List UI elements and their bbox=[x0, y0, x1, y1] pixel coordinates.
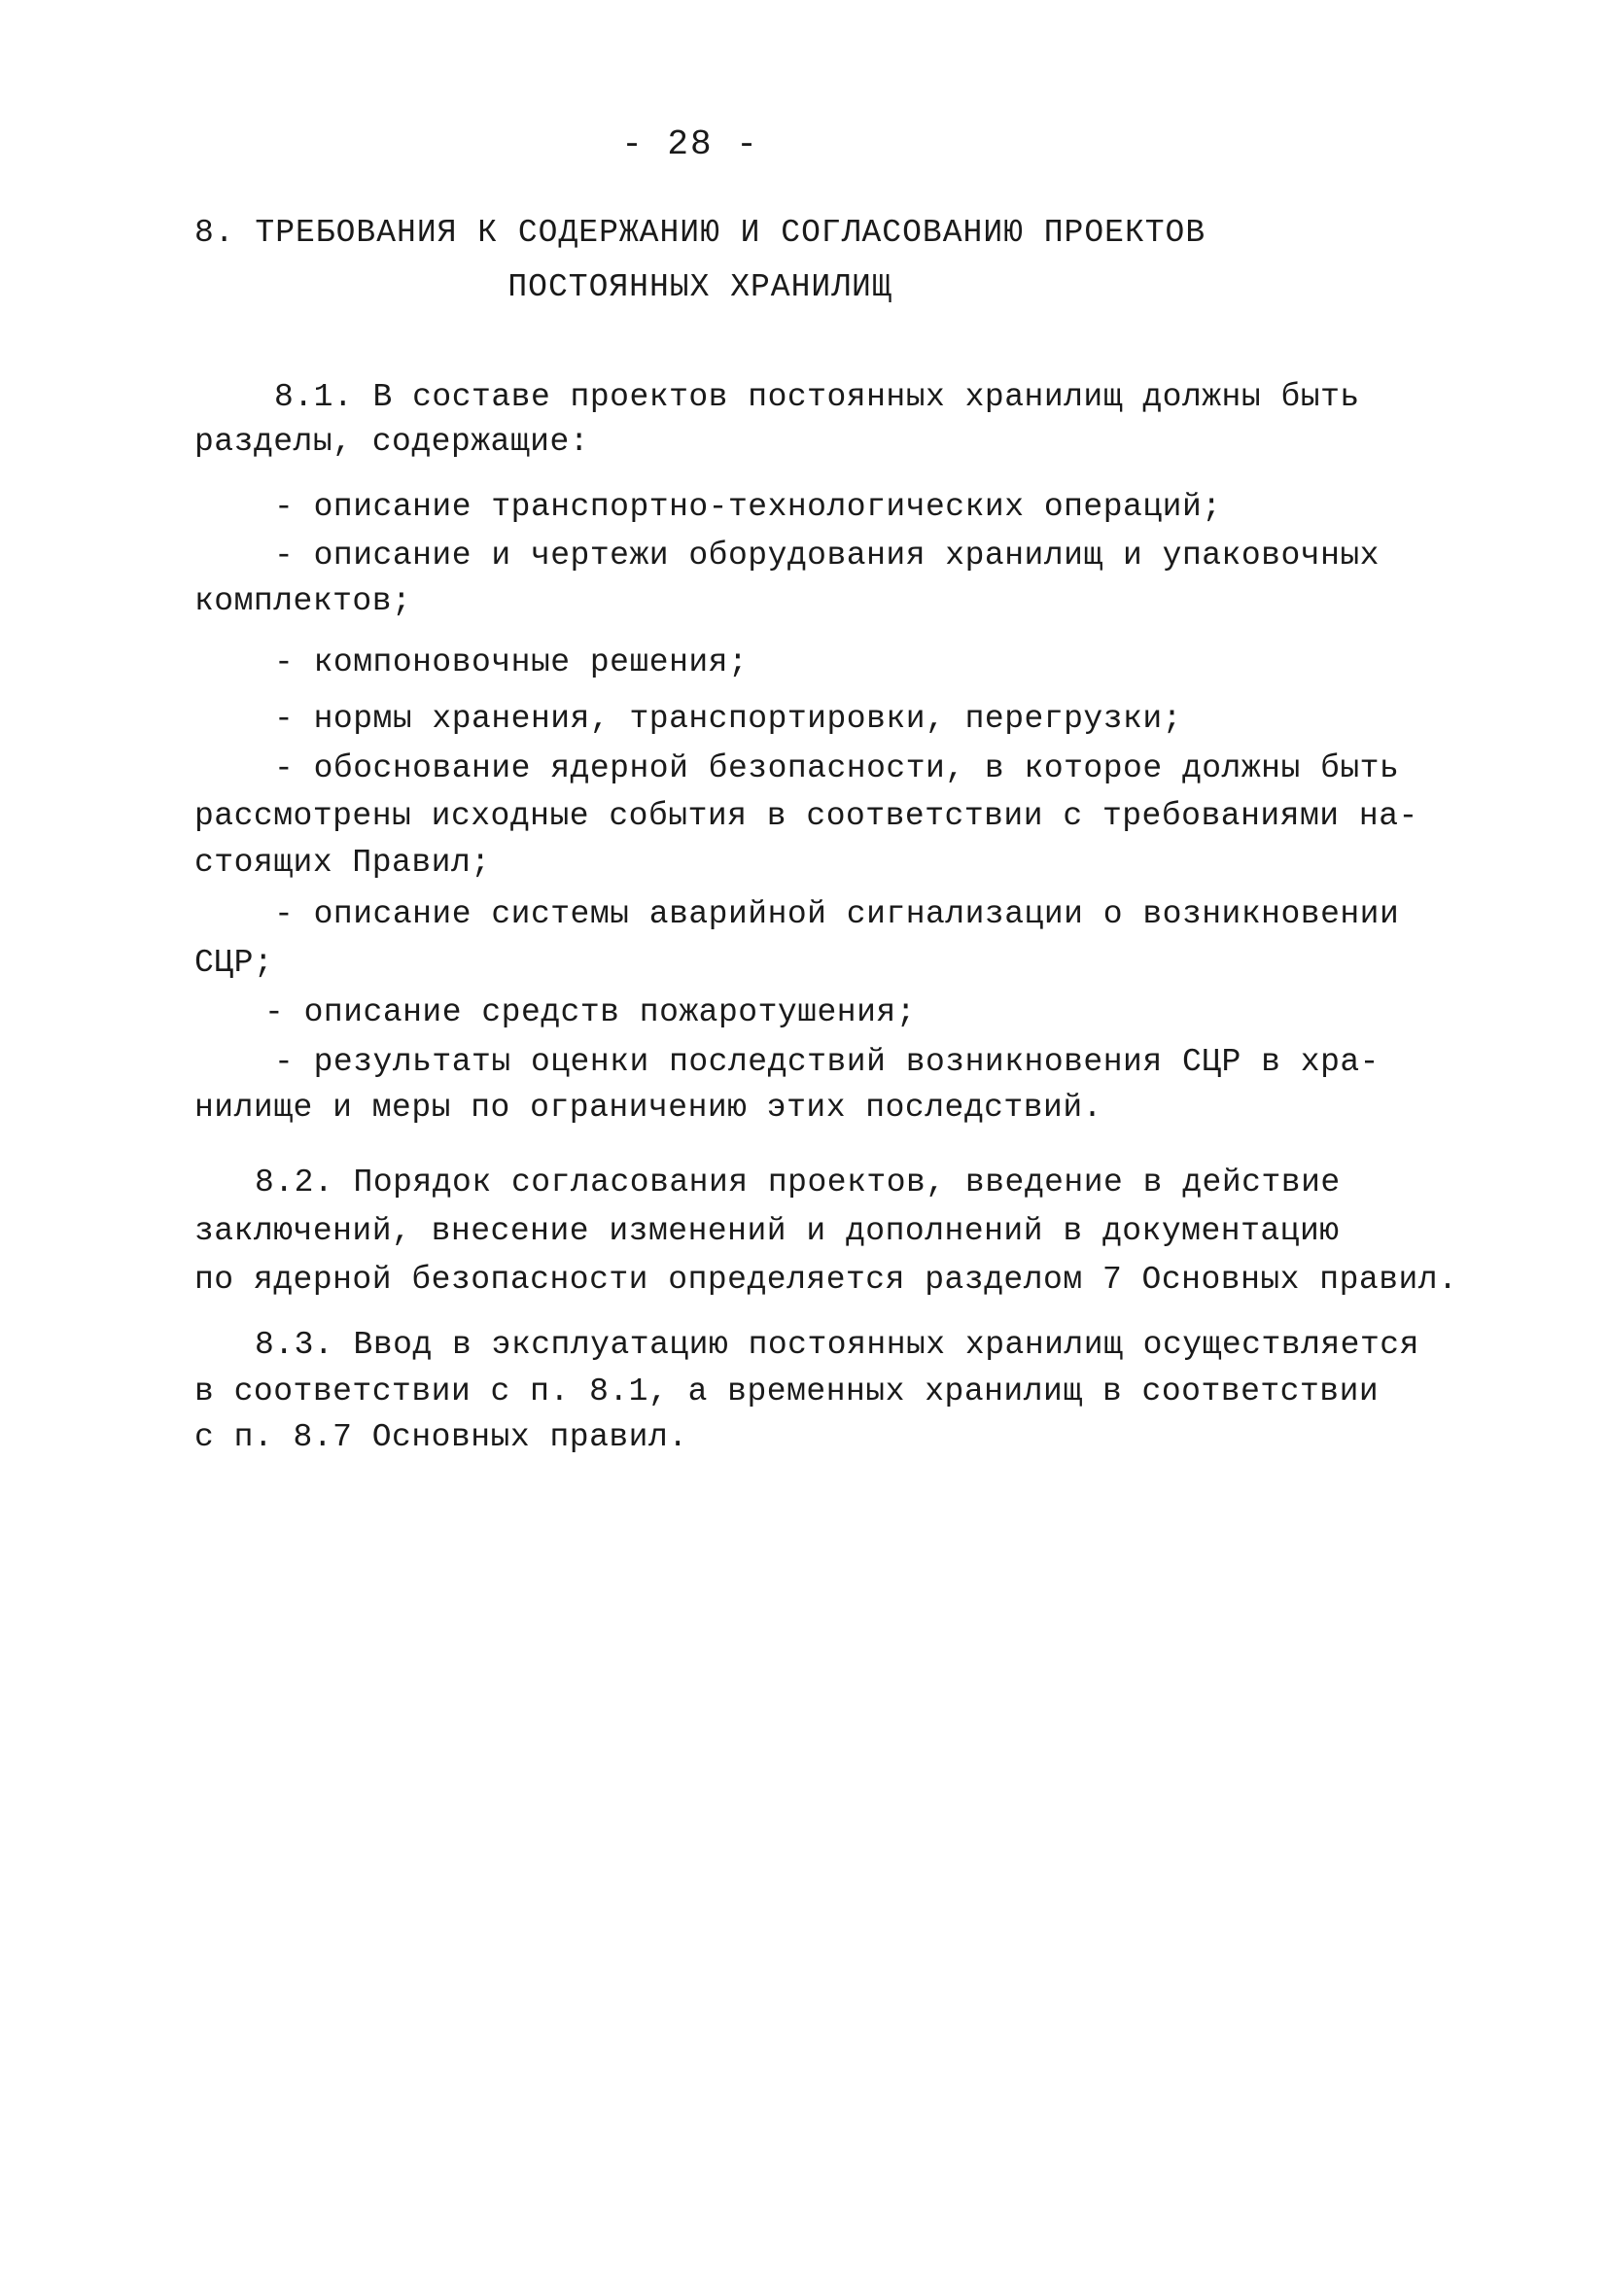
list-item-continuation: рассмотрены исходные события в соответствии с требованиями на- bbox=[194, 798, 1418, 834]
paragraph-line: разделы, содержащие: bbox=[194, 424, 590, 460]
list-item: - описание системы аварийной сигнализации о возникновении bbox=[274, 896, 1400, 932]
list-item: - нормы хранения, транспортировки, перегрузки; bbox=[274, 701, 1182, 737]
list-item: - компоновочные решения; bbox=[274, 644, 749, 680]
list-item: - описание средств пожаротушения; bbox=[264, 994, 917, 1030]
paragraph-line: 8.2. Порядок согласования проектов, введение в действие bbox=[255, 1165, 1341, 1200]
paragraph-line: в соответствии с п. 8.1, а временных хранилищ в соответствии bbox=[194, 1374, 1380, 1409]
list-item: - результаты оценки последствий возникновения СЦР в хра- bbox=[274, 1044, 1380, 1080]
paragraph-line: 8.1. В составе проектов постоянных хранилищ должны быть bbox=[274, 379, 1360, 415]
list-item-continuation: СЦР; bbox=[194, 945, 274, 981]
list-item: - обоснование ядерной безопасности, в которое должны быть bbox=[274, 750, 1400, 786]
heading-line-2: ПОСТОЯННЫХ ХРАНИЛИЩ bbox=[507, 269, 892, 305]
paragraph-line: 8.3. Ввод в эксплуатацию постоянных хранилищ осуществляется bbox=[255, 1327, 1419, 1363]
paragraph-line: заключений, внесение изменений и дополнений в документацию bbox=[194, 1213, 1340, 1249]
list-item-continuation: стоящих Правил; bbox=[194, 845, 491, 881]
list-item-continuation: комплектов; bbox=[194, 583, 412, 619]
page-number: - 28 - bbox=[621, 124, 759, 164]
paragraph-line: по ядерной безопасности определяется разделом 7 Основных правил. bbox=[194, 1262, 1458, 1298]
list-item: - описание транспортно-технологических операций; bbox=[274, 489, 1222, 525]
paragraph-line: с п. 8.7 Основных правил. bbox=[194, 1419, 688, 1455]
section-heading bbox=[194, 206, 1206, 315]
heading-line-1: 8. ТРЕБОВАНИЯ К СОДЕРЖАНИЮ И СОГЛАСОВАНИЮ ПРОЕКТОВ bbox=[194, 215, 1206, 251]
list-item-continuation: нилище и меры по ограничению этих последствий. bbox=[194, 1090, 1102, 1126]
list-item: - описание и чертежи оборудования хранилищ и упаковочных bbox=[274, 538, 1380, 574]
